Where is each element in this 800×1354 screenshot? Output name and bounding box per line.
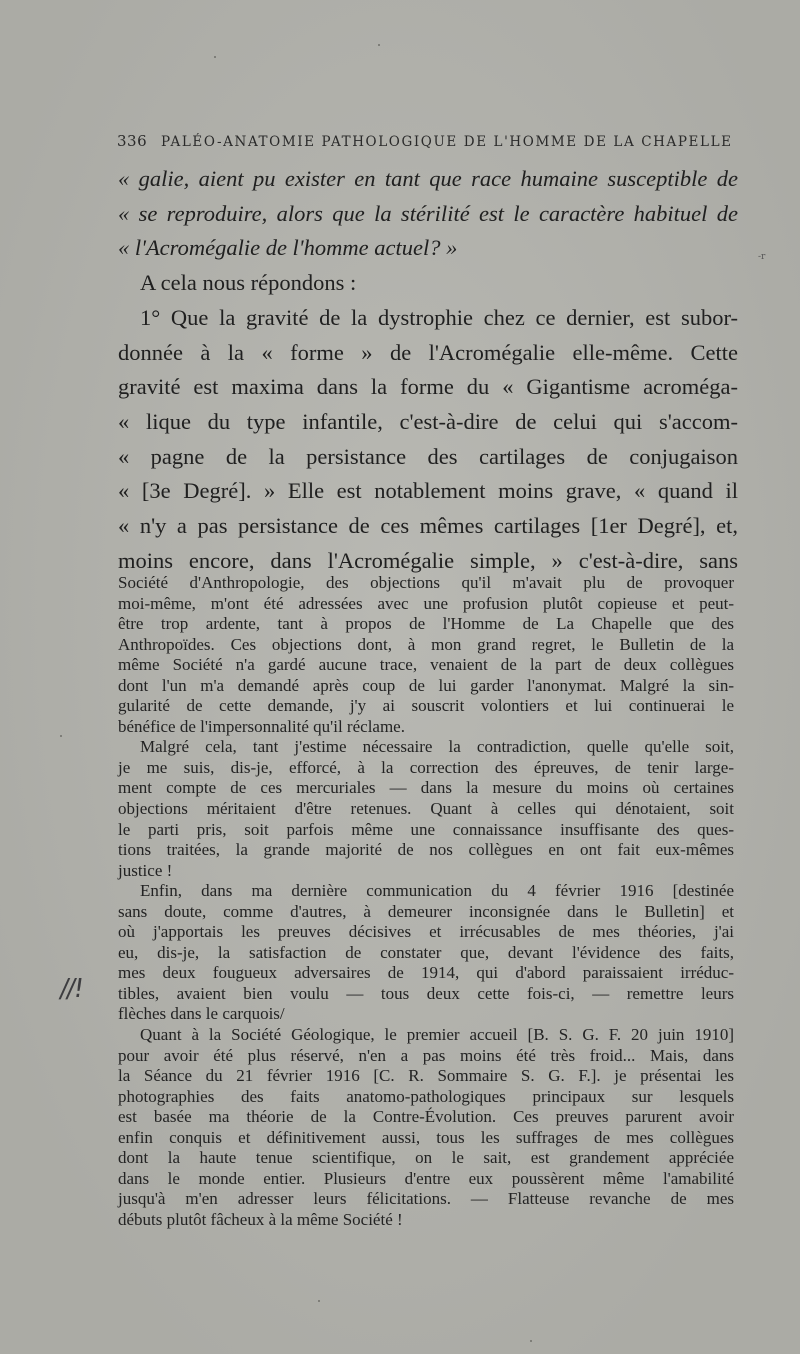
footnote-line: où j'apportais les preuves décisives et irrécusables de mes théories, j'ai [118, 922, 734, 942]
main-line: 1° Que la gravité de la dystrophie chez ce dernier, est subor- [140, 304, 738, 330]
main-line: « se reproduire, alors que la stérilité est le caractère habituel de [118, 200, 738, 226]
footnote-line: est basée ma théorie de la Contre-Évolution. Ces preuves parurent avoir [118, 1107, 734, 1127]
main-line: donnée à la « forme » de l'Acromégalie elle-même. Cette [118, 339, 738, 365]
footnote-line: justice ! [118, 860, 173, 880]
main-line: A cela nous répondons : [140, 270, 357, 296]
footnote-line: sans doute, comme d'autres, à demeurer inconsignée dans le Bulletin] et [118, 901, 734, 921]
footnote-line: Anthropoïdes. Ces objections dont, à mon grand regret, le Bulletin de la [118, 634, 734, 654]
footnote-line: Malgré cela, tant j'estime nécessaire la contradiction, quelle qu'elle soit, [140, 737, 734, 757]
footnote-line: le parti pris, soit parfois même une connaissance insuffisante des ques- [118, 819, 734, 839]
main-line: « pagne de la persistance des cartilages de conjugaison [118, 443, 738, 469]
footnote-line: photographies des faits anatomo-pathologiques principaux sur lesquels [118, 1086, 734, 1106]
footnote-line: jusqu'à m'en adresser leurs félicitations. — Flatteuse revanche de mes [118, 1189, 734, 1209]
footnote-line: ment compte de ces mercuriales — dans la mesure du moins où certaines [118, 778, 734, 798]
paper-speck [60, 735, 62, 737]
handwritten-margin-mark: //! [57, 974, 85, 1004]
footnote-line: dont l'un m'a demandé après coup de lui garder l'anonymat. Malgré la sin- [118, 675, 734, 695]
main-text [118, 162, 738, 578]
footnote-line: même Société n'a gardé aucune trace, venaient de la part de deux collègues [118, 655, 734, 675]
margin-small-mark: -r [758, 252, 766, 262]
footnote-line: je me suis, dis-je, efforcé, à la correction des épreuves, de tenir large- [118, 757, 734, 777]
footnote-line: dans le monde entier. Plusieurs d'entre eux poussèrent même l'amabilité [118, 1168, 734, 1188]
page-number: 336 [117, 132, 148, 150]
main-line: gravité est maxima dans la forme du « Gigantisme acroméga- [118, 374, 738, 400]
running-header [117, 132, 733, 150]
footnote-line: gularité de cette demande, j'y ai souscrit volontiers et lui continuerai le [118, 696, 734, 716]
footnote-line: Société d'Anthropologie, des objections qu'il m'avait plu de provoquer [118, 573, 734, 592]
footnote-line: pour avoir été plus réservé, n'en a pas moins été très froid... Mais, dans [118, 1045, 734, 1065]
footnote-line: être trop ardente, tant à propos de l'Homme de La Chapelle que des [118, 614, 734, 634]
main-line: « [3e Degré]. » Elle est notablement moins grave, « quand il [118, 478, 738, 504]
main-line: moins encore, dans l'Acromégalie simple, » c'est-à-dire, sans [118, 547, 738, 573]
footnote-line: eu, dis-je, la satisfaction de constater que, devant l'évidence des faits, [118, 942, 734, 962]
paper-speck [318, 1300, 320, 1302]
footnote-line: dont la haute tenue scientifique, on le sait, est grandement appréciée [118, 1148, 734, 1168]
footnote-line: tions traitées, la grande majorité de nos collègues en ont fait eux-mêmes [118, 840, 734, 860]
footnote-line: bénéfice de l'impersonnalité qu'il réclame. [118, 716, 405, 736]
main-line: « n'y a pas persistance de ces mêmes cartilages [1er Degré], et, [118, 513, 738, 539]
footnote [118, 573, 734, 1231]
footnote-line: débuts plutôt fâcheux à la même Société ! [118, 1209, 403, 1229]
main-line: « l'Acromégalie de l'homme actuel? » [118, 235, 458, 261]
footnote-line: enfin conquis et définitivement aussi, tous les suffrages de mes collègues [118, 1127, 734, 1147]
footnote-line: flèches dans le carquois/ [118, 1004, 285, 1024]
footnote-line: objections méritaient d'être retenues. Quant à celles qui dénotaient, soit [118, 799, 734, 819]
footnote-line: moi-même, m'ont été adressées avec une profusion plutôt copieuse et peut- [118, 593, 734, 613]
footnote-line: Enfin, dans ma dernière communication du 4 février 1916 [destinée [140, 881, 734, 901]
paper-speck [214, 56, 216, 58]
main-line: « lique du type infantile, c'est-à-dire de celui qui s'accom- [118, 408, 738, 434]
main-line: « galie, aient pu exister en tant que race humaine susceptible de [118, 166, 738, 191]
footnote-line: la Séance du 21 février 1916 [C. R. Sommaire S. G. F.]. je présentai les [118, 1066, 734, 1086]
paper-speck [378, 44, 380, 46]
footnote-line: tibles, avaient bien voulu — tous deux cette fois-ci, — remettre leurs [118, 983, 734, 1003]
footnote-line: Quant à la Société Géologique, le premier accueil [B. S. G. F. 20 juin 1910] [140, 1025, 734, 1045]
running-title: PALÉO-ANATOMIE PATHOLOGIQUE DE L'HOMME DE LA CHAPELLE [161, 134, 733, 150]
footnote-line: mes deux fougueux adversaires de 1914, qui d'abord paraissaient irréduc- [118, 963, 734, 983]
paper-speck [530, 1340, 532, 1342]
